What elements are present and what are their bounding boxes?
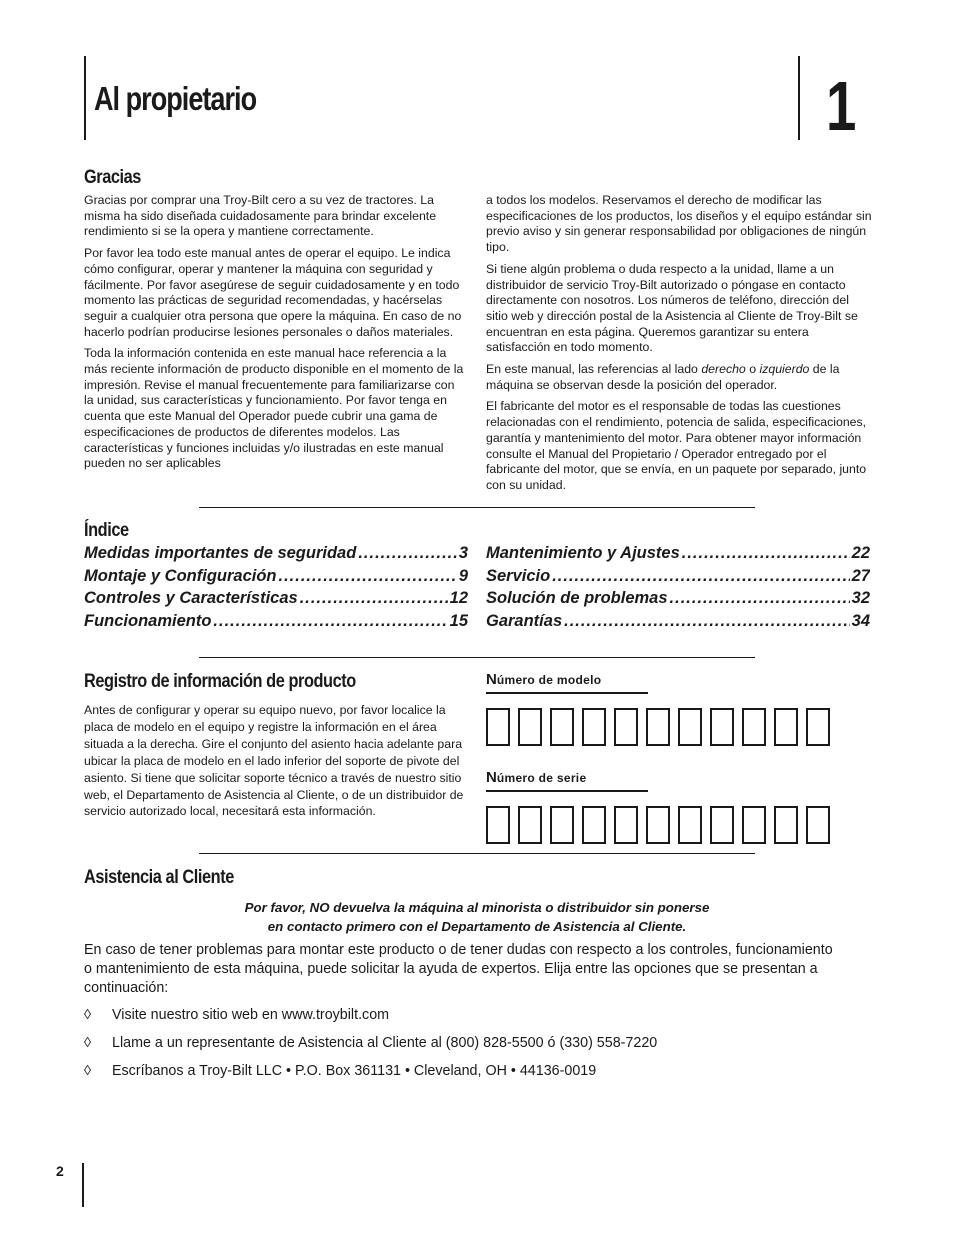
modelo-digit-box[interactable]	[486, 708, 510, 746]
gracias-paragraph-sides: En este manual, las referencias al lado derecho o izquierdo de la máquina se observan desde la posición del operador.	[486, 362, 840, 392]
diamond-bullet-icon: ◊	[84, 1035, 92, 1051]
chapter-number: 1	[826, 67, 857, 145]
return-notice	[84, 898, 870, 936]
page-number: 2	[56, 1163, 64, 1179]
section-divider	[199, 507, 755, 508]
diamond-bullet-icon: ◊	[84, 1007, 92, 1023]
serie-number-boxes[interactable]	[486, 806, 838, 844]
page-title: Al propietario	[94, 80, 257, 117]
footer-rule	[82, 1163, 84, 1207]
toc-entry[interactable]: Montaje y Configuración ..... 9	[84, 567, 468, 590]
toc-entry[interactable]: Mantenimiento y Ajustes ..... 22	[486, 544, 870, 567]
modelo-digit-box[interactable]	[678, 708, 702, 746]
section-divider	[199, 657, 755, 658]
toc-entry[interactable]: Controles y Características ..... 12	[84, 589, 468, 612]
serie-digit-box[interactable]	[518, 806, 542, 844]
serie-digit-box[interactable]	[774, 806, 798, 844]
serie-digit-box[interactable]	[806, 806, 830, 844]
modelo-digit-box[interactable]	[710, 708, 734, 746]
toc-entry[interactable]: Garantías ..... 34	[486, 612, 870, 635]
contact-option-mail: ◊ Escríbanos a Troy-Bilt LLC • P.O. Box 361131 • Cleveland, OH • 44136-0019	[84, 1063, 597, 1079]
modelo-digit-box[interactable]	[806, 708, 830, 746]
toc-entry[interactable]: Medidas importantes de seguridad ..... 3	[84, 544, 468, 567]
serie-digit-box[interactable]	[646, 806, 670, 844]
contact-option-web: ◊ Visite nuestro sitio web en www.troybilt.com	[84, 1007, 390, 1023]
asistencia-intro: En caso de tener problemas para montar este producto o de tener dudas con respecto a los controles, funcionamiento o mantenimiento de esta máquina, puede solicitar la ayuda de expertos. Elija entre las opciones que se presentan a continuación:	[84, 942, 833, 996]
modelo-underline	[486, 692, 648, 694]
modelo-digit-box[interactable]	[742, 708, 766, 746]
diamond-bullet-icon: ◊	[84, 1063, 92, 1079]
gracias-paragraph: Gracias por comprar una Troy-Bilt cero a su vez de tractores. La misma ha sido diseñada cuidadosamente para brindar excelente rendimiento si se la opera y mantiene correctamente.	[84, 193, 437, 239]
serie-digit-box[interactable]	[550, 806, 574, 844]
gracias-paragraph: Por favor lea todo este manual antes de operar el equipo. Le indica cómo configurar, operar y mantener la máquina con seguridad y fácilmente. Por favor asegúrese de seguir cuidadosamente y en todo momento las prácticas de seguridad recomendadas, y hacérselas seguir a cualquier otra persona que opere la máquina. En caso de no hacerlo podrían producirse lesiones personales o daños materiales.	[84, 246, 462, 339]
gracias-paragraph: a todos los modelos. Reservamos el derecho de modificar las especificaciones de los productos, los diseños y el equipo estándar sin previo aviso y sin generar responsabilidad por obligaciones de ningún tipo.	[486, 193, 872, 255]
toc-entry[interactable]: Servicio ..... 27	[486, 567, 870, 590]
return-notice-line: Por favor, NO devuelva la máquina al minorista o distribuidor sin ponerse	[244, 900, 710, 915]
registro-text: Antes de configurar y operar su equipo nuevo, por favor localice la placa de modelo en el equipo y registre la información en el área situada a la derecha. Gire el conjunto del asiento hacia adelante para ubicar la placa de modelo en el lado inferior del soporte de pivote del asiento. Si tiene que solicitar soporte técnico a través de nuestro sitio web, el Departamento de Asistencia al Cliente, o de un distribuidor de servicio autorizado local, necesitará esta información.	[84, 703, 464, 819]
serie-underline	[486, 790, 648, 792]
toc-entry[interactable]: Solución de problemas ..... 32	[486, 589, 870, 612]
title-rule	[84, 56, 86, 140]
gracias-paragraph: Toda la información contenida en este manual hace referencia a la más reciente información de producto disponible en el momento de la impresión. Revise el manual frecuentemente para familiarizarse con la unidad, sus características y funcionamiento. Por favor tenga en cuenta que este Manual del Operador puede cubrir una gama de especificaciones de productos de diferentes modelos. Las características y funciones incluidas y/o ilustradas en este manual pueden no ser aplicables	[84, 346, 464, 471]
serie-digit-box[interactable]	[710, 806, 734, 844]
gracias-paragraph: Si tiene algún problema o duda respecto a la unidad, llame a un distribuidor de servicio Troy-Bilt autorizado o póngase en contacto directamente con nosotros. Los números de teléfono, dirección del sitio web y dirección postal de la Asistencia al Cliente de Troy-Bilt se encuentran en esta página. Queremos garantizar su entera satisfacción en todo momento.	[486, 261, 858, 355]
serie-digit-box[interactable]	[614, 806, 638, 844]
serie-label: Número de serie	[486, 769, 587, 786]
toc-right-column	[486, 544, 870, 635]
contact-option-phone: ◊ Llame a un representante de Asistencia al Cliente al (800) 828-5500 ó (330) 558-7220	[84, 1035, 658, 1051]
modelo-digit-box[interactable]	[582, 708, 606, 746]
modelo-digit-box[interactable]	[518, 708, 542, 746]
modelo-digit-box[interactable]	[550, 708, 574, 746]
serie-digit-box[interactable]	[486, 806, 510, 844]
toc-left-column	[84, 544, 468, 635]
toc-entry[interactable]: Funcionamiento ..... 15	[84, 612, 468, 635]
indice-heading: Índice	[84, 520, 129, 541]
gracias-heading: Gracias	[84, 167, 141, 188]
registro-heading: Registro de información de producto	[84, 671, 356, 692]
return-notice-line: en contacto primero con el Departamento de Asistencia al Cliente.	[267, 919, 687, 934]
gracias-left-column	[84, 193, 466, 478]
contact-options	[84, 1006, 870, 1081]
chapter-rule	[798, 56, 800, 140]
modelo-number-boxes[interactable]	[486, 708, 838, 746]
modelo-digit-box[interactable]	[646, 708, 670, 746]
serie-digit-box[interactable]	[678, 806, 702, 844]
gracias-paragraph: El fabricante del motor es el responsable de todas las cuestiones relacionadas con el rendimiento, potencia de salida, especificaciones, garantía y mantenimiento del motor. Para obtener mayor información consulte el Manual del Propietario / Operador entregado por el fabricante del motor, que se envía, en un paquete por separado, junto con su unidad.	[486, 399, 867, 492]
gracias-right-column	[486, 193, 872, 500]
modelo-digit-box[interactable]	[614, 708, 638, 746]
serie-digit-box[interactable]	[582, 806, 606, 844]
modelo-label: Número de modelo	[486, 671, 602, 688]
section-divider	[199, 853, 755, 854]
modelo-digit-box[interactable]	[774, 708, 798, 746]
serie-digit-box[interactable]	[742, 806, 766, 844]
asistencia-heading: Asistencia al Cliente	[84, 867, 234, 888]
